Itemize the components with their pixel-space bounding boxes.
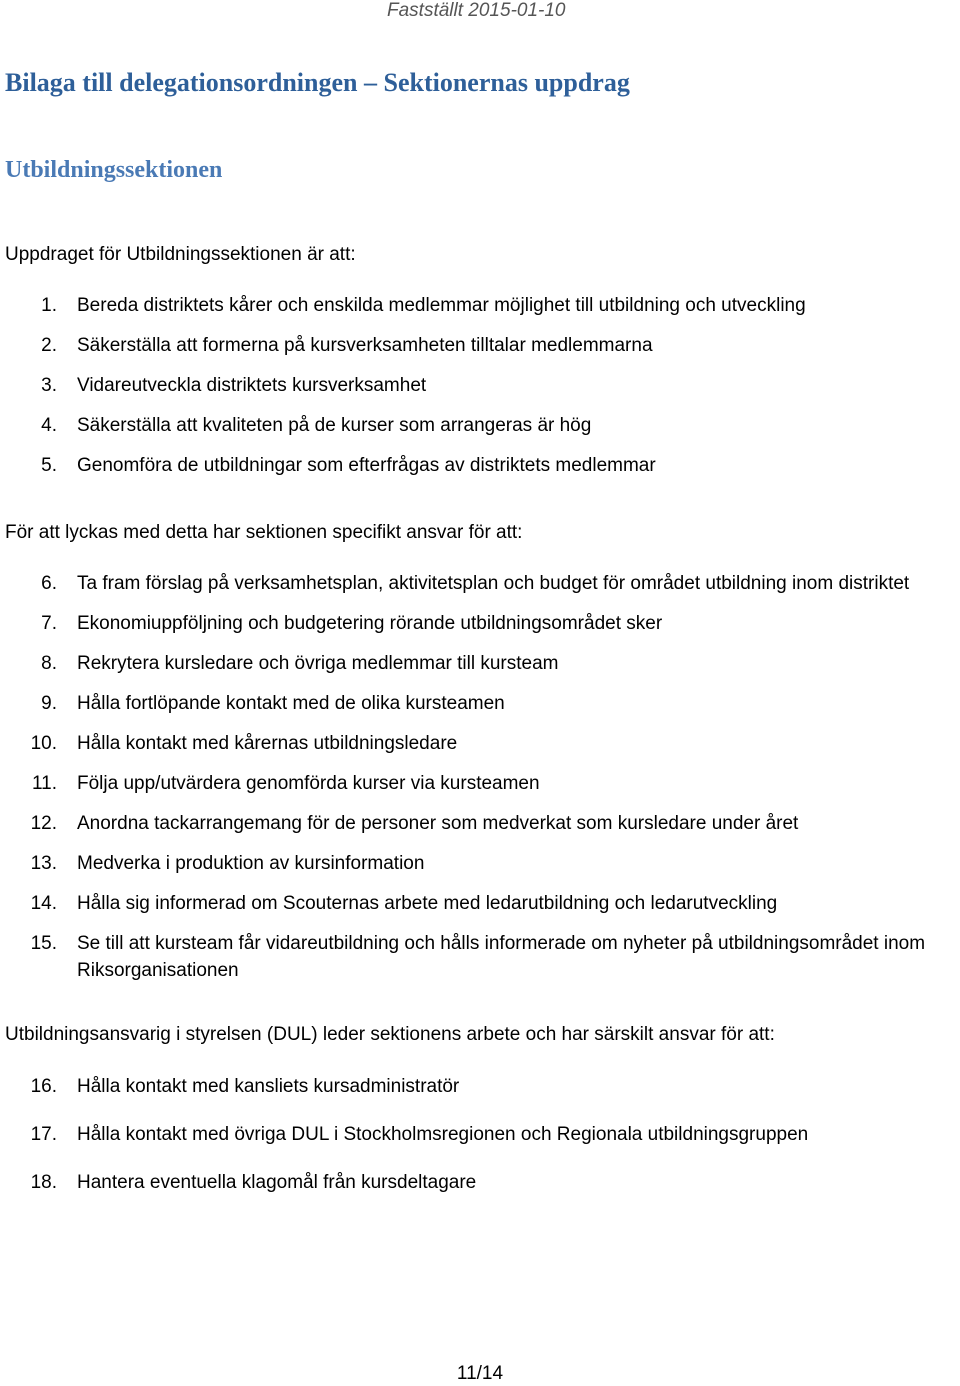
document-title: Bilaga till delegationsordningen – Sektionernas uppdrag xyxy=(5,68,630,97)
list-item-number: 1. xyxy=(41,295,57,316)
list-item-number: 7. xyxy=(41,613,57,634)
responsibility-list xyxy=(0,570,960,997)
list-item-text: Ekonomiuppföljning och budgetering rörande utbildningsområdet sker xyxy=(77,613,663,634)
list-item-number: 18. xyxy=(30,1172,57,1193)
list-item-number: 12. xyxy=(30,813,57,834)
list-item-text: Rekrytera kursledare och övriga medlemmar till kursteam xyxy=(77,653,559,674)
list-item-number: 14. xyxy=(30,893,57,914)
list-item-number: 10. xyxy=(30,733,57,754)
list-item-number: 11. xyxy=(31,773,57,794)
list-item-number: 8. xyxy=(41,653,57,674)
assignment-list xyxy=(0,292,960,492)
intro-assignment: Uppdraget för Utbildningssektionen är att: xyxy=(5,244,356,265)
list-item-number: 9. xyxy=(41,693,57,714)
list-item xyxy=(0,1073,960,1100)
list-item xyxy=(0,412,960,439)
list-item-number: 15. xyxy=(30,933,57,954)
list-item xyxy=(0,890,960,917)
list-item-number: 4. xyxy=(41,415,57,436)
list-item-text: Se till att kursteam får vidareutbildning och hålls informerade om nyheter på utbildningsområdet inom Riksorganisationen xyxy=(77,933,926,981)
list-item-text: Genomföra de utbildningar som efterfrågas av distriktets medlemmar xyxy=(77,455,656,476)
list-item xyxy=(0,730,960,757)
list-item xyxy=(0,810,960,837)
list-item-text: Anordna tackarrangemang för de personer som medverkat som kursledare under året xyxy=(77,813,799,834)
list-item xyxy=(0,372,960,399)
list-item xyxy=(0,570,960,597)
list-item-text: Ta fram förslag på verksamhetsplan, aktivitetsplan och budget för området utbildning inom distriktet xyxy=(77,573,910,594)
list-item-text: Hantera eventuella klagomål från kursdeltagare xyxy=(77,1172,477,1193)
list-item-number: 13. xyxy=(30,853,57,874)
list-item-text: Hålla kontakt med kansliets kursadministratör xyxy=(77,1076,460,1097)
list-item xyxy=(0,850,960,877)
list-item xyxy=(0,930,960,984)
list-item xyxy=(0,452,960,479)
list-item-text: Hålla fortlöpande kontakt med de olika kursteamen xyxy=(77,693,505,714)
list-item-number: 5. xyxy=(41,455,57,476)
list-item-text: Följa upp/utvärdera genomförda kurser via kursteamen xyxy=(77,773,540,794)
list-item-number: 16. xyxy=(30,1076,57,1097)
list-item-number: 17. xyxy=(30,1124,57,1145)
list-item-text: Hålla kontakt med kårernas utbildningsledare xyxy=(77,733,458,754)
page-number: 11/14 xyxy=(456,1363,504,1384)
list-item xyxy=(0,292,960,319)
list-item-number: 6. xyxy=(41,573,57,594)
list-item-number: 3. xyxy=(41,375,57,396)
list-item-text: Hålla sig informerad om Scouternas arbete med ledarutbildning och ledarutveckling xyxy=(77,893,778,914)
list-item-text: Bereda distriktets kårer och enskilda medlemmar möjlighet till utbildning och utveckling xyxy=(77,295,806,316)
list-item xyxy=(0,770,960,797)
list-item xyxy=(0,610,960,637)
list-item xyxy=(0,1121,960,1148)
intro-responsibilities: För att lyckas med detta har sektionen specifikt ansvar för att: xyxy=(5,522,523,543)
list-item-text: Vidareutveckla distriktets kursverksamhet xyxy=(77,375,427,396)
intro-dul: Utbildningsansvarig i styrelsen (DUL) leder sektionens arbete och har särskilt ansvar för att: xyxy=(5,1024,775,1045)
header-date: Fastställt 2015-01-10 xyxy=(387,0,566,21)
dul-list xyxy=(0,1073,960,1217)
list-item-text: Säkerställa att kvaliteten på de kurser som arrangeras är hög xyxy=(77,415,592,436)
list-item xyxy=(0,1169,960,1196)
list-item xyxy=(0,332,960,359)
section-title: Utbildningssektionen xyxy=(5,157,223,183)
list-item xyxy=(0,690,960,717)
list-item-text: Säkerställa att formerna på kursverksamheten tilltalar medlemmarna xyxy=(77,335,653,356)
list-item-text: Medverka i produktion av kursinformation xyxy=(77,853,425,874)
list-item-number: 2. xyxy=(41,335,57,356)
list-item-text: Hålla kontakt med övriga DUL i Stockholmsregionen och Regionala utbildningsgruppen xyxy=(77,1124,809,1145)
list-item xyxy=(0,650,960,677)
